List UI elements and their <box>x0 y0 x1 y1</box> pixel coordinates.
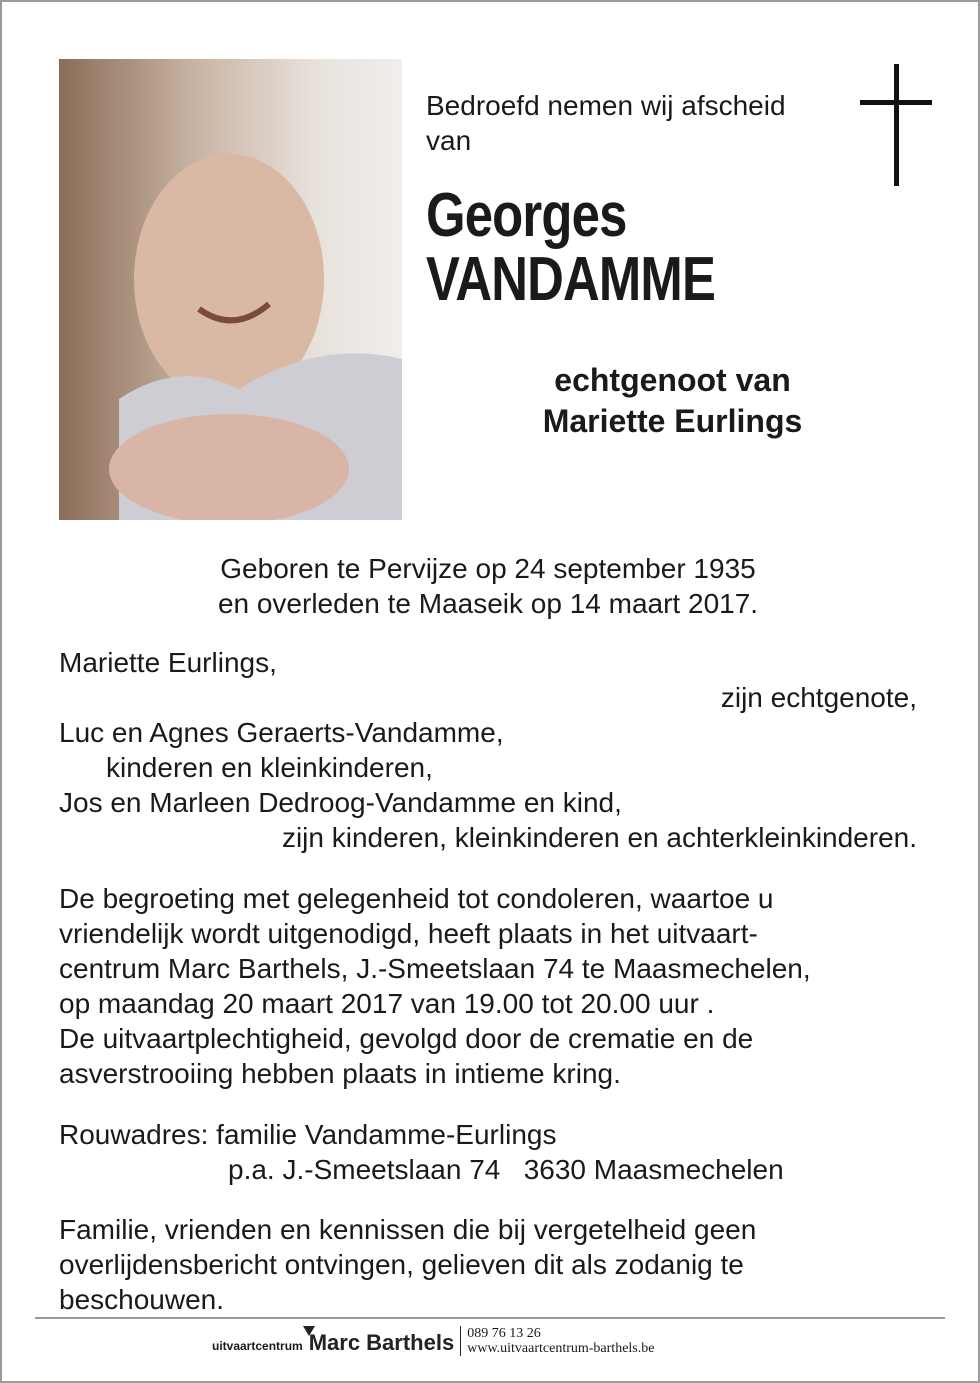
logo-separator <box>460 1326 461 1356</box>
portrait-photo <box>59 59 402 520</box>
logo-brand-wrap <box>309 1330 455 1356</box>
intro-text: Bedroefd nemen wij afscheid van <box>426 90 786 156</box>
logo-brand: Marc Barthels <box>308 1330 455 1355</box>
spouse-relation: echtgenoot van Mariette Eurlings <box>542 362 803 439</box>
deceased-name: Georges VANDAMME <box>426 181 716 314</box>
triangle-icon <box>303 1326 315 1336</box>
ceremony-info: De begroeting met gelegenheid tot condoleren, waartoe u vriendelijk wordt uitgenodigd, heeft plaats in het uitvaart- centrum Marc Barthels, J.-Smeetslaan 74 te Maasmechelen, op maandag 20 maart 2017 van 19.00 tot 20.00 uur . De uitvaartplechtigheid, gevolgd door de crematie en de asverstrooiing hebben plaats in intieme kring. <box>59 883 811 1089</box>
website-link[interactable]: www.uitvaartcentrum-barthels.be <box>467 1341 655 1356</box>
funeral-home-logo <box>212 1326 654 1356</box>
cross-icon <box>860 64 932 186</box>
phone-number: 089 76 13 26 <box>467 1326 541 1341</box>
mourning-address: Rouwadres: familie Vandamme-Eurlings p.a. J.-Smeetslaan 74 3630 Maasmechelen <box>59 1119 784 1185</box>
footer-divider <box>35 1317 945 1319</box>
family-list: Mariette Eurlings, zijn echtgenote, Luc en Agnes Geraerts-Vandamme, kinderen en kleinkinderen, Jos en Marleen Dedroog-Vandamme en kind, zijn kinderen, kleinkinderen en achterkleinkinderen. <box>59 647 917 853</box>
closing-note: Familie, vrienden en kennissen die bij vergetelheid geen overlijdensbericht ontvingen, gelieven dit als zodanig te beschouwen. <box>59 1214 757 1315</box>
logo-prefix: uitvaartcentrum <box>212 1339 303 1353</box>
birth-death-info: Geboren te Pervijze op 24 september 1935 en overleden te Maaseik op 14 maart 2017. <box>217 553 759 619</box>
